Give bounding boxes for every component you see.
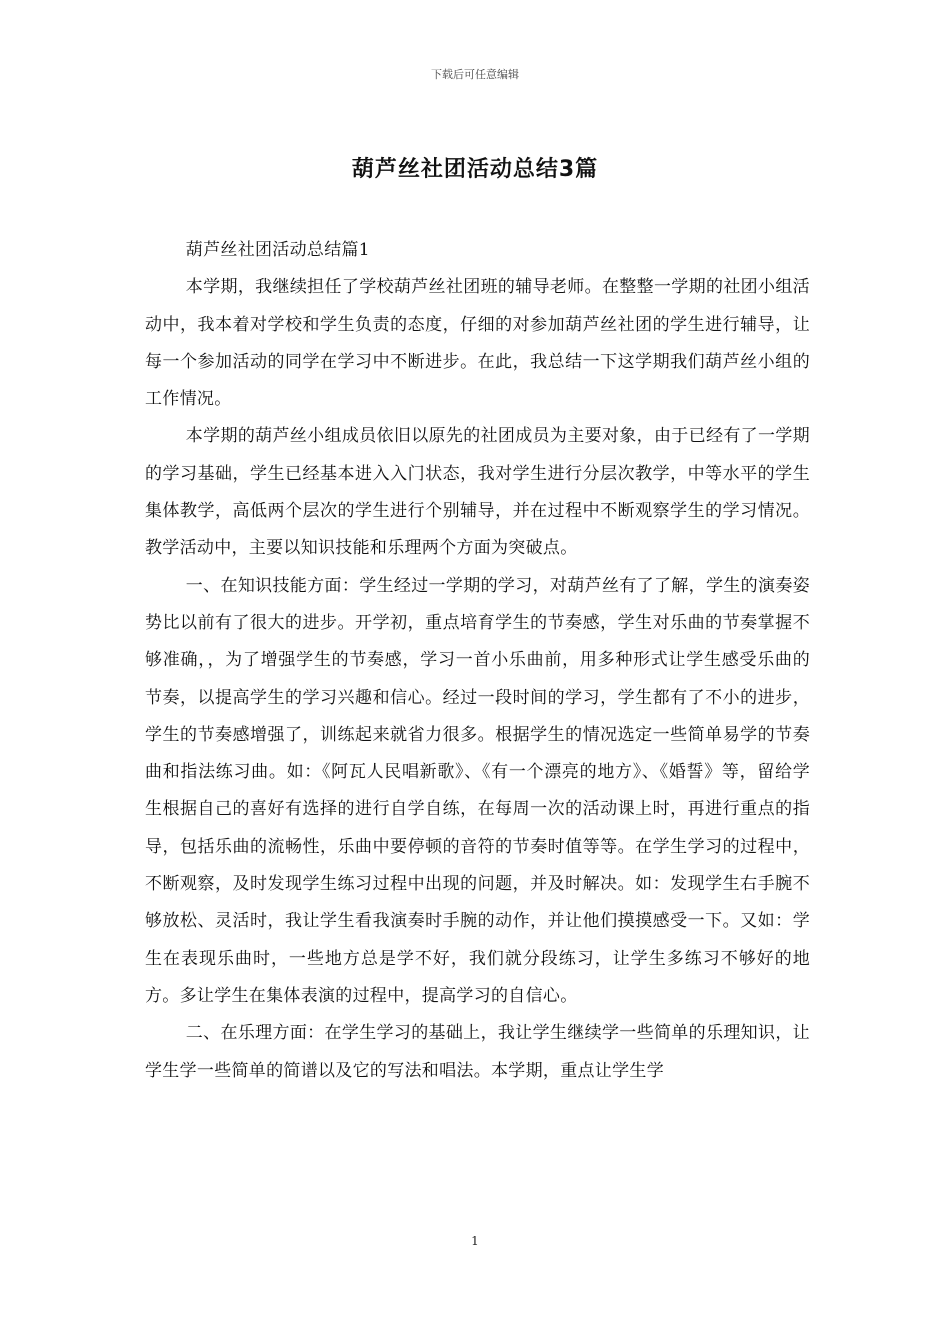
document-body bbox=[145, 232, 810, 1090]
paragraph-skills: 一、在知识技能方面：学生经过一学期的学习，对葫芦丝有了了解，学生的演奏姿势比以前有了很大的进步。开学初，重点培育学生的节奏感，学生对乐曲的节奏掌握不够准确，，为了增强学生的节奏感，学习一首小乐曲前，用多种形式让学生感受乐曲的节奏，以提高学生的学习兴趣和信心。经过一段时间的学习，学生都有了不小的进步，学生的节奏感增强了，训练起来就省力很多。根据学生的情况选定一些简单易学的节奏曲和指法练习曲。如：《阿瓦人民唱新歌》、《有一个漂亮的地方》、《婚誓》等，留给学生根据自己的喜好有选择的进行自学自练，在每周一次的活动课上时，再进行重点的指导，包括乐曲的流畅性，乐曲中要停顿的音符的节奏时值等等。在学生学习的过程中，不断观察，及时发现学生练习过程中出现的问题，并及时解决。如：发现学生右手腕不够放松、灵活时，我让学生看我演奏时手腕的动作，并让他们摸摸感受一下。又如：学生在表现乐曲时，一些地方总是学不好，我们就分段练习，让学生多练习不够好的地方。多让学生在集体表演的过程中，提高学习的自信心。 bbox=[145, 575, 810, 1006]
paragraph-intro: 本学期，我继续担任了学校葫芦丝社团班的辅导老师。在整整一学期的社团小组活动中，我本着对学校和学生负责的态度，仔细的对参加葫芦丝社团的学生进行辅导，让每一个参加活动的同学在学习中不断进步。在此，我总结一下这学期我们葫芦丝小组的工作情况。 bbox=[145, 277, 810, 410]
paragraph-members: 本学期的葫芦丝小组成员依旧以原先的社团成员为主要对象，由于已经有了一学期的学习基础，学生已经基本进入入门状态，我对学生进行分层次教学，中等水平的学生集体教学，高低两个层次的学生进行个别辅导，并在过程中不断观察学生的学习情况。教学活动中，主要以知识技能和乐理两个方面为突破点。 bbox=[145, 426, 810, 559]
document-title: 葫芦丝社团活动总结3篇 bbox=[351, 157, 599, 182]
page-number: 1 bbox=[471, 1234, 479, 1248]
paragraph-theory: 二、在乐理方面：在学生学习的基础上，我让学生继续学一些简单的乐理知识，让学生学一些简单的简谱以及它的写法和唱法。本学期，重点让学生学 bbox=[145, 1023, 810, 1081]
header-note: 下载后可任意编辑 bbox=[431, 68, 519, 81]
section-heading: 葫芦丝社团活动总结篇1 bbox=[185, 240, 370, 260]
